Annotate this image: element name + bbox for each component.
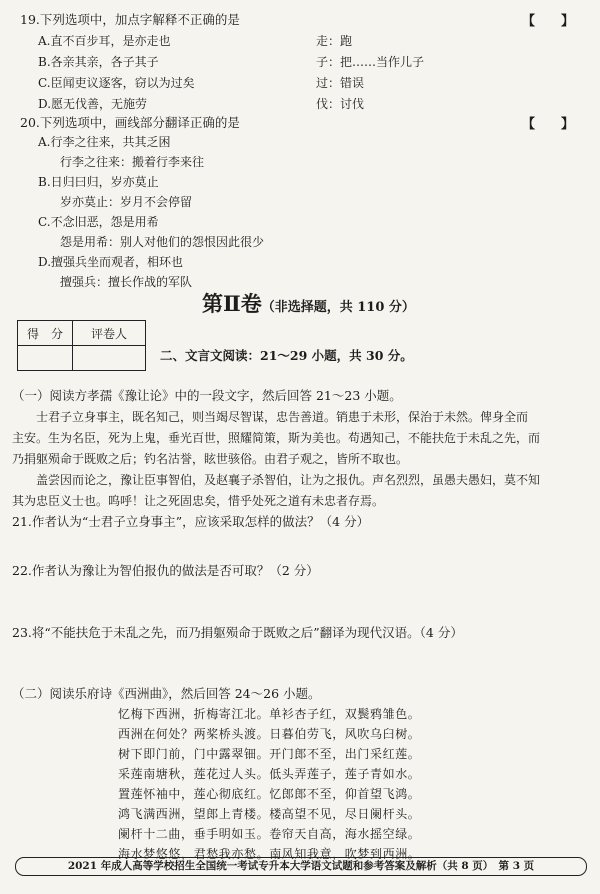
q22: 22.作者认为豫让为智伯报仇的做法是否可取？（2 分） [12, 563, 319, 578]
section-title-main: 第Ⅱ卷 [202, 291, 262, 316]
q19-gloss-c: 过：错误 [316, 76, 365, 90]
poem-line: 置莲怀袖中，莲心彻底红。忆郎郎不至，仰首望飞鸿。 [118, 787, 421, 801]
passage1-intro: （一）阅读方孝孺《豫让论》中的一段文字，然后回答 21～23 小题。 [12, 388, 402, 403]
poem-line: 采莲南塘秋，莲花过人头。低头弄莲子，莲子青如水。 [118, 767, 421, 781]
poem-line: 树下即门前，门中露翠钿。开门郎不至，出门采红莲。 [118, 747, 421, 761]
section-heading: 二、文言文阅读：21～29 小题，共 30 分。 [160, 348, 413, 363]
passage1-line: 主安。生为名臣，死为上鬼，垂光百世，照耀简策，斯为美也。苟遇知己，不能扶危于未乱之先，而 [12, 431, 541, 445]
q21: 21.作者认为“士君子立身事主”，应该采取怎样的做法？（4 分） [12, 514, 370, 529]
q20-option-a: A.行李之往来，共其乏困 [38, 135, 171, 149]
q19-stem: 19.下列选项中，加点字解释不正确的是 [20, 12, 240, 27]
q20-option-c: C.不念旧恶，怨是用希 [38, 215, 159, 229]
q19-option-c: C.臣闻吏议逐客，窃以为过矣 [38, 76, 195, 90]
passage1-line: 士君子立身事主，既名知己，则当竭尽智谋，忠告善道。销患于未形，保治于未然。俾身全而 [12, 410, 529, 424]
q20-stem: 20.下列选项中，画线部分翻译正确的是 [20, 115, 240, 130]
q19-option-b: B.各亲其亲，各子其子 [38, 55, 159, 69]
q19-answer-bracket: 【 】 [522, 14, 575, 29]
q19-gloss-d: 伐：讨伐 [316, 97, 365, 111]
page-footer: 2021 年成人高等学校招生全国统一考试专升本大学语文试题和参考答案及解析（共 8 页） 第 3 页 [15, 857, 587, 876]
q20-translation-d: 擅强兵：擅长作战的军队 [60, 275, 193, 289]
score-table [17, 320, 146, 371]
q20-translation-c: 怨是用希：别人对他们的怨恨因此很少 [60, 235, 265, 249]
poem-line: 西洲在何处？两桨桥头渡。日暮伯劳飞，风吹乌臼树。 [118, 727, 421, 741]
q19-option-a: A.直不百步耳，是亦走也 [38, 34, 171, 48]
poem-line: 鸿飞满西洲，望郎上青楼。楼高望不见，尽日阑杆头。 [118, 807, 421, 821]
q19-gloss-b: 子：把……当作儿子 [316, 55, 425, 69]
q19-gloss-a: 走：跑 [316, 34, 353, 48]
grader-label: 评卷人 [73, 321, 146, 346]
q19-option-d: D.愿无伐善，无施劳 [38, 97, 148, 111]
section-title [202, 288, 415, 318]
passage1-line: 其为忠臣义士也。呜呼！让之死固忠矣，惜乎处死之道有未忠者存焉。 [12, 494, 385, 508]
passage2-intro: （二）阅读乐府诗《西洲曲》，然后回答 24～26 小题。 [12, 686, 321, 701]
q20-translation-a: 行李之往来：搬着行李来往 [60, 155, 205, 169]
q23: 23.将“不能扶危于未乱之先，而乃捐躯殒命于既败之后”翻译为现代汉语。（4 分） [12, 625, 463, 640]
poem-line: 忆梅下西洲，折梅寄江北。单衫杏子红，双鬓鸦雏色。 [118, 707, 421, 721]
q20-option-b: B.日归曰归，岁亦莫止 [38, 175, 159, 189]
passage1-line: 盖尝因而论之，豫让臣事智伯，及赵襄子杀智伯，让为之报仇。声名烈烈，虽愚夫愚妇，莫不知 [12, 473, 541, 487]
section-title-subtitle: （非选择题，共 110 分） [261, 300, 415, 315]
poem-line: 海水梦悠悠，君愁我亦愁。南风知我意，吹梦到西洲。 [118, 847, 421, 861]
score-label: 得 分 [18, 321, 73, 346]
grader-cell[interactable] [73, 346, 146, 371]
passage1-line: 乃捐躯殒命于既败之后；钓名沽誉，眩世骇俗。由君子观之，皆所不取也。 [12, 452, 409, 466]
poem-line: 阑杆十二曲，垂手明如玉。卷帘天自高，海水摇空绿。 [118, 827, 421, 841]
q20-option-d: D.擅强兵坐而观者，相环也 [38, 255, 184, 269]
score-cell[interactable] [18, 346, 73, 371]
q20-translation-b: 岁亦莫止：岁月不会停留 [60, 195, 193, 209]
q20-answer-bracket: 【 】 [522, 117, 575, 132]
